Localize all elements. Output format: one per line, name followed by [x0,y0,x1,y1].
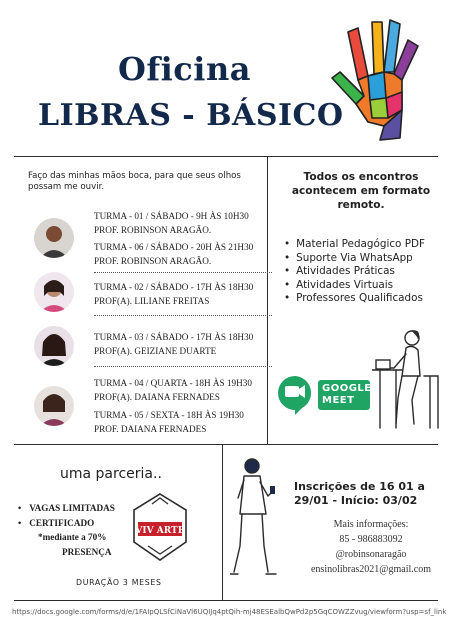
turma-06-schedule: TURMA - 06 / SÁBADO - 20H ÀS 21H30 [94,242,254,252]
svg-text:VIV ARTE: VIV ARTE [135,526,185,536]
title-line-1: Oficina [118,50,251,88]
divider-top [14,156,438,157]
dotted-separator [94,315,272,316]
teacher-avatar-2 [34,272,74,312]
dotted-separator [94,366,272,367]
teacher-avatar-1 [34,218,74,258]
divider-vertical-bottom [222,444,223,600]
feature-item: • Atividades Virtuais [284,279,425,293]
google-meet-label: GOOGLE MEET [318,380,370,410]
dotted-separator [94,272,272,273]
remote-format-text: Todos os encontros acontecem em formato remoto. [291,171,431,211]
turma-02-schedule: TURMA - 02 / SÁBADO - 17H ÀS 18H30 [94,282,254,292]
feature-item: • Professores Qualificados [284,292,425,306]
partnership-list [18,501,115,559]
registration-dates: Inscrições de 16 01 a 29/01 - Início: 03/02 [294,480,425,507]
divider-middle [14,444,438,445]
contact-handle: @robinsonaragão [335,549,407,560]
teacher-avatar-4 [34,386,74,426]
turma-03-teacher: PROF(A). GEIZIANE DUARTE [94,346,217,356]
contact-info [296,517,446,577]
quote-text: Faço das minhas mãos boca, para que seus olhos possam me ouvir. [28,171,241,192]
certificado-note-2: PRESENÇA [62,546,112,557]
contact-phone: 85 - 986883092 [339,534,403,545]
feature-item: • Material Pedagógico PDF [284,238,425,252]
contact-email: ensinolibras2021@gmail.com [310,564,432,575]
walking-person-illustration [230,456,286,580]
turma-06-teacher: PROF. ROBINSON ARAGÃO. [94,256,212,266]
contact-label: Mais informações: [333,519,409,530]
turma-05 [94,408,244,436]
turma-01-schedule: TURMA - 01 / SÁBADO - 9H ÀS 10H30 [94,211,249,221]
title-line-2: LIBRAS - BÁSICO [38,98,344,133]
turma-04 [94,376,252,404]
certificado: • CERTIFICADO [18,516,115,531]
turma-03 [94,330,253,358]
turma-06 [94,240,253,268]
teacher-avatar-3 [34,326,74,366]
colorful-hand-icon [328,14,428,142]
feature-item: • Suporte Via WhatsApp [284,252,425,266]
turma-03-schedule: TURMA - 03 / SÁBADO - 17H ÀS 18H30 [94,332,254,342]
features-list [284,238,425,306]
certificado-note: *mediante a 70% [38,532,107,542]
turma-01-teacher: PROF. ROBINSON ARAGÃO. [94,225,212,235]
partnership-title: uma parceria.. [60,466,162,482]
viv-arte-logo [132,492,188,562]
feature-item: • Atividades Práticas [284,265,425,279]
duration-text: DURAÇÃO 3 MESES [76,578,162,587]
google-meet-icon [276,374,314,416]
turma-02-teacher: PROF(A). LILIANE FREITAS [94,296,210,306]
turma-04-schedule: TURMA - 04 / QUARTA - 18H ÀS 19H30 [94,378,252,388]
divider-vertical-top [267,156,268,444]
turma-01 [94,209,249,237]
person-at-desk-illustration [372,324,442,434]
form-link[interactable]: https://docs.google.com/forms/d/e/1FAIpQLSfCiNaVl6UQIJq4ptQih-mj48ESEalbQwPd2p5GqCOWZZvug/viewform?usp=sf_link [12,608,447,616]
vagas-limitadas: • VAGAS LIMITADAS [18,501,115,516]
turma-05-schedule: TURMA - 05 / SEXTA - 18H ÀS 19H30 [94,410,244,420]
turma-05-teacher: PROF. DAIANA FERNADES [94,424,207,434]
turma-02 [94,280,253,308]
divider-bottom [14,600,438,601]
turma-04-teacher: PROF(A). DAIANA FERNADES [94,392,220,402]
